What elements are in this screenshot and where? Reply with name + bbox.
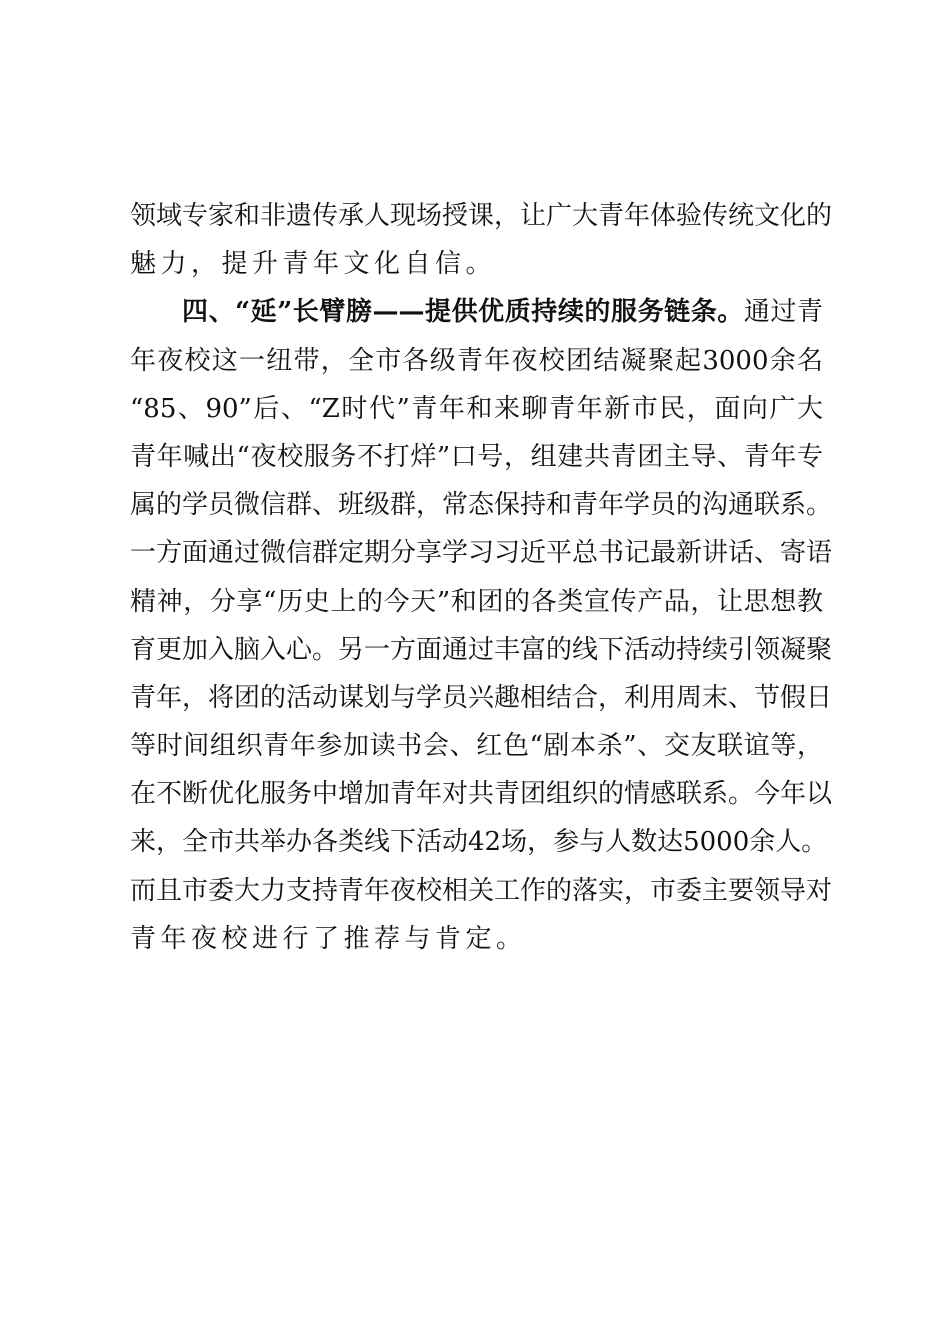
text-line: 来，全市共举办各类线下活动42场，参与人数达5000余人。 bbox=[130, 827, 828, 858]
text-line: 在不断优化服务中增加青年对共青团组织的情感联系。今年以 bbox=[130, 779, 833, 810]
text-line: 属的学员微信群、班级群，常态保持和青年学员的沟通联系。 bbox=[130, 490, 833, 521]
text-line: 年夜校这一纽带，全市各级青年夜校团结凝聚起3000余名 bbox=[130, 345, 823, 376]
text-line: 等时间组织青年参加读书会、红色“剧本杀”、交友联谊等， bbox=[130, 731, 823, 762]
text-line: 精神，分享“历史上的今天”和团的各类宣传产品，让思想教 bbox=[130, 586, 823, 617]
text-line: 领域专家和非遗传承人现场授课，让广大青年体验传统文化的 bbox=[130, 201, 833, 231]
text-line: 而且市委大力支持青年夜校相关工作的落实，市委主要领导对 bbox=[130, 875, 833, 906]
section-heading-line bbox=[130, 288, 823, 336]
text-line: 育更加入脑入心。另一方面通过丰富的线下活动持续引领凝聚 bbox=[130, 634, 833, 665]
text-line: 魅力，提升青年文化自信。 bbox=[130, 249, 497, 280]
text-line: 一方面通过微信群定期分享学习习近平总书记最新讲话、寄语 bbox=[130, 538, 833, 569]
text-fragment: 通过青 bbox=[743, 297, 823, 328]
paragraph-section-four bbox=[130, 288, 833, 963]
section-heading: 四、“延”长臂膀——提供优质持续的服务链条。 bbox=[182, 297, 744, 328]
text-line: 青年夜校进行了推荐与肯定。 bbox=[130, 923, 527, 954]
paragraph-continuation bbox=[130, 192, 833, 288]
document-page bbox=[130, 192, 833, 963]
text-line: 青年喊出“夜校服务不打烊”口号，组建共青团主导、青年专 bbox=[130, 441, 823, 472]
text-line: 青年，将团的活动谋划与学员兴趣相结合，利用周末、节假日 bbox=[130, 682, 833, 713]
text-line: “85、90”后、“Z时代”青年和来聊青年新市民，面向广大 bbox=[130, 393, 823, 424]
